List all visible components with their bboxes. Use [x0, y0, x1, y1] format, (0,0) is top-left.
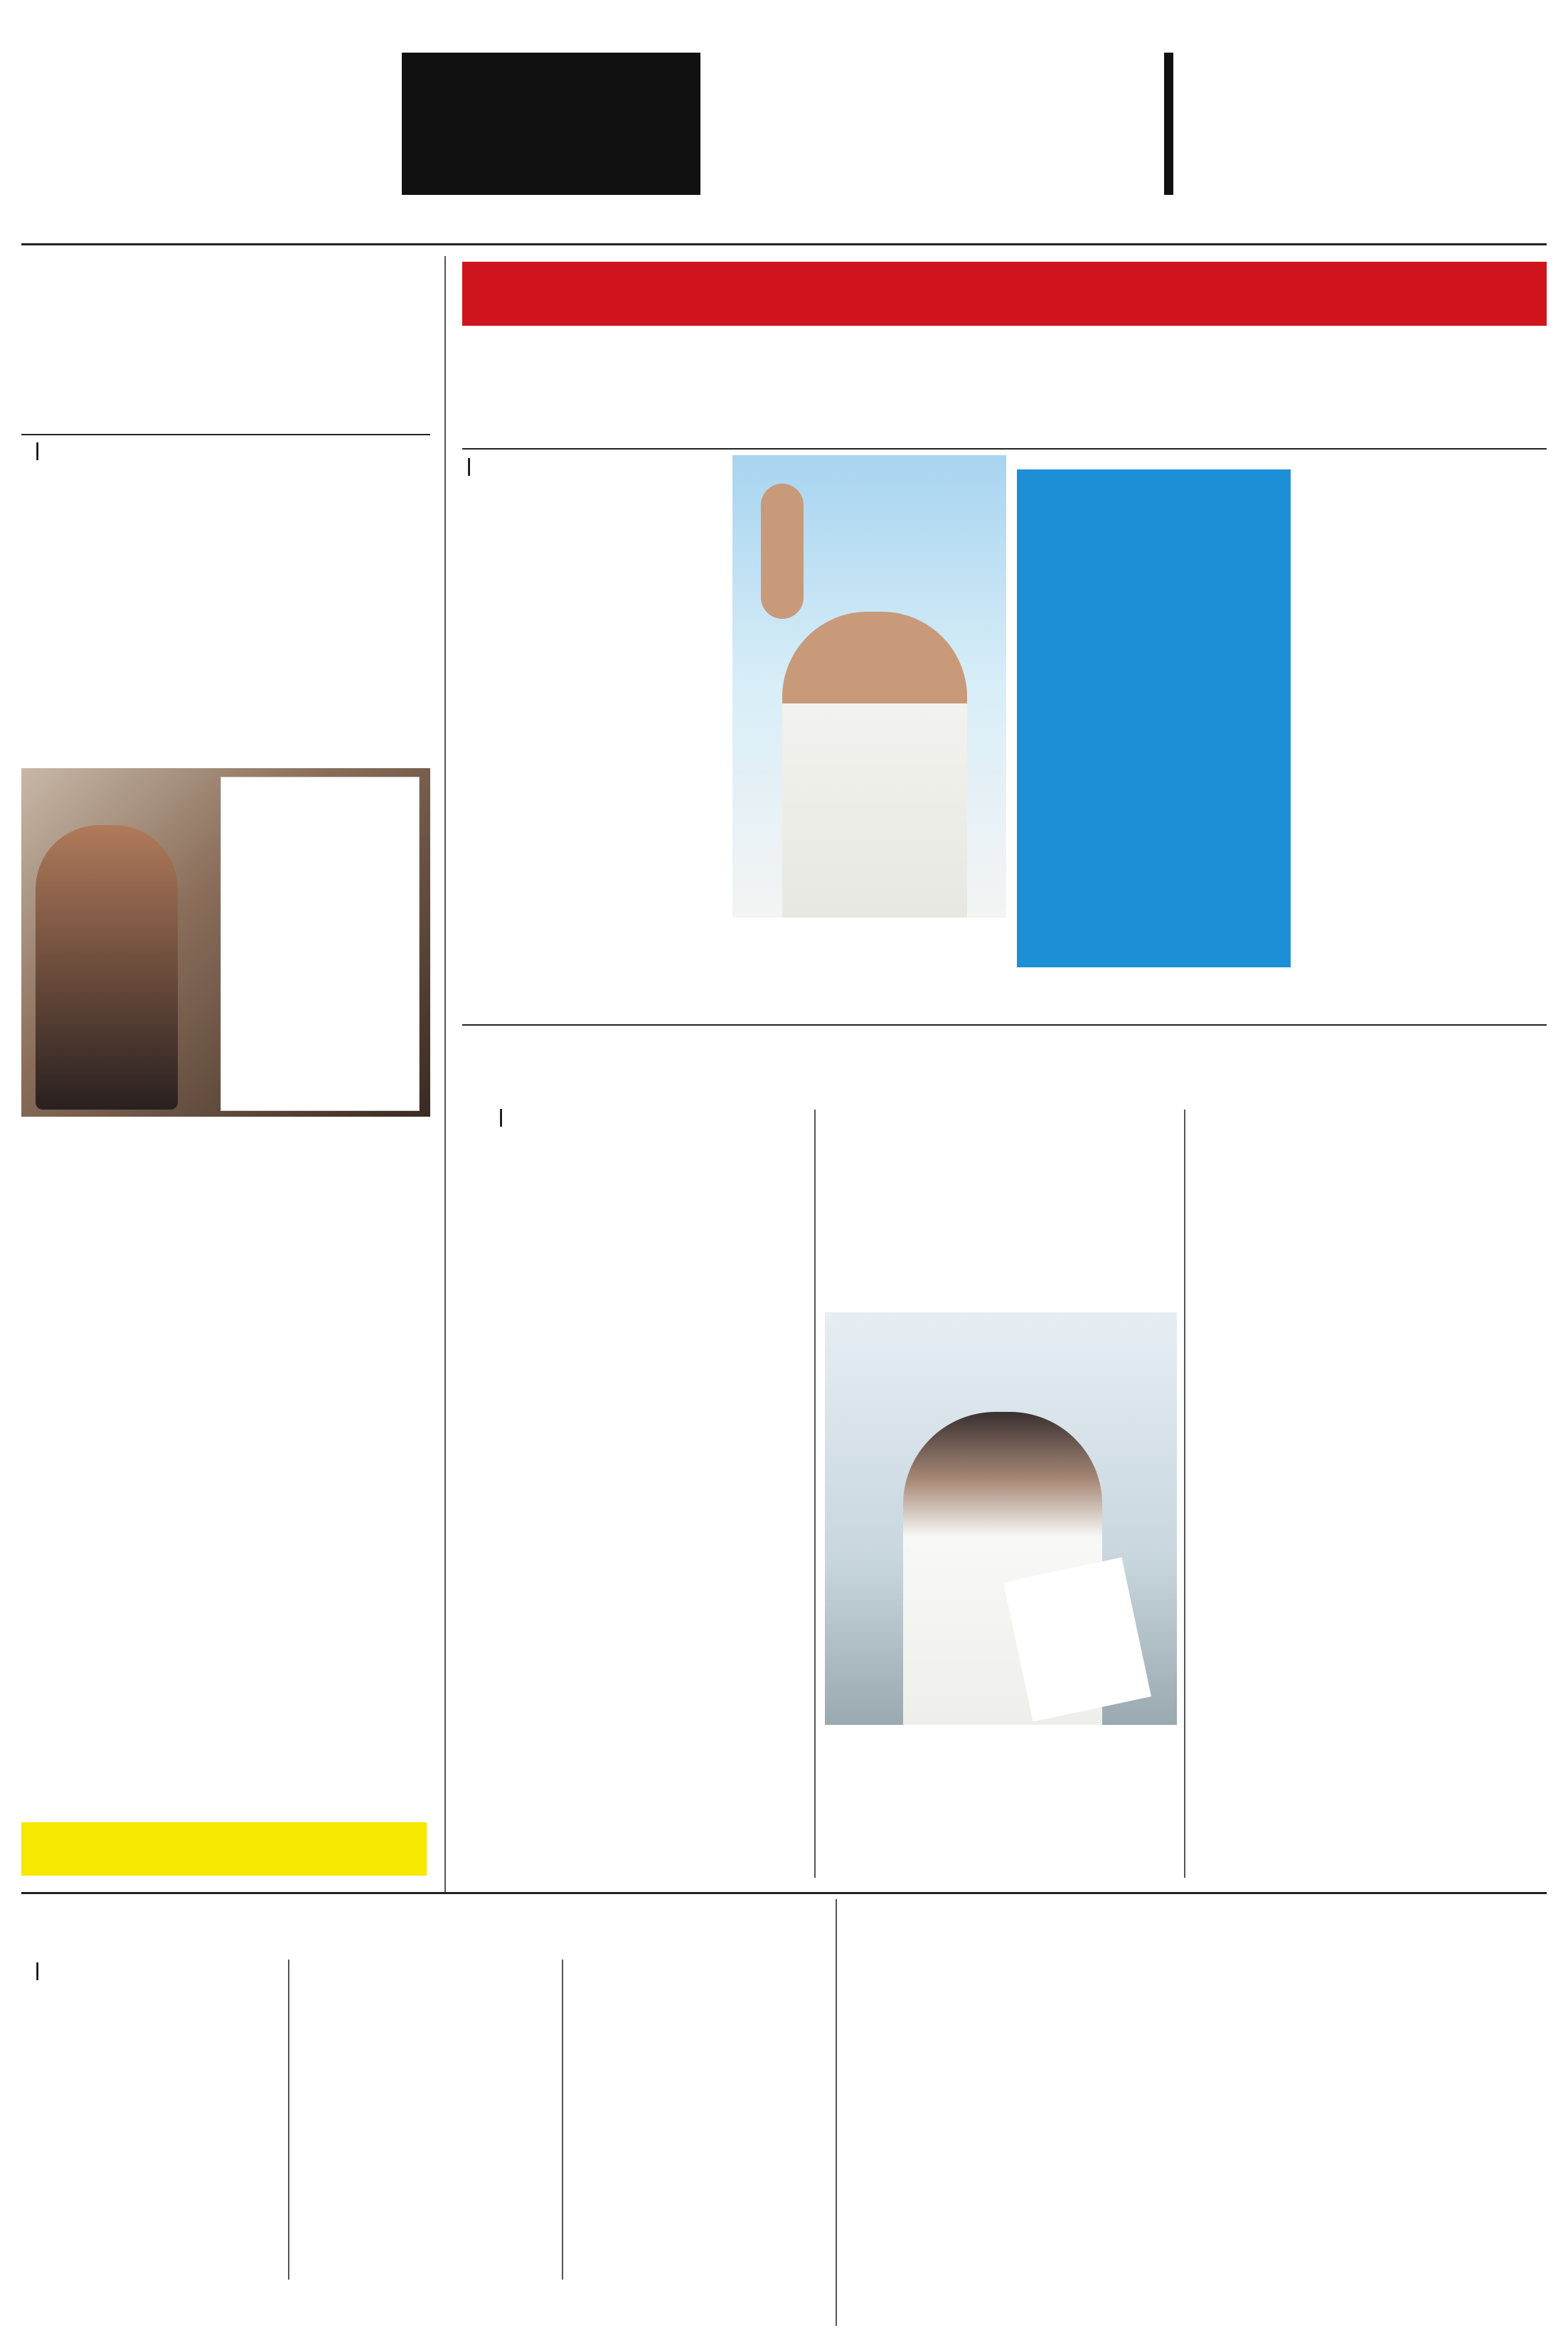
- left-bottom-col3-para2: [569, 2059, 825, 2283]
- left-para-2: [21, 569, 430, 782]
- tourism-col1-para3: [462, 1778, 804, 1881]
- left-para-1: [21, 468, 430, 568]
- lead-col2-bottom: [732, 925, 1006, 1038]
- tourism-col1-para2: [462, 1408, 804, 1778]
- tourism-col-divider-2: [1184, 1110, 1185, 1878]
- appointments-box: [1017, 469, 1291, 967]
- dev-photo: [21, 768, 430, 1117]
- left-bottom-col3-para1: [569, 1960, 825, 2059]
- abhishek-raised-hand: [761, 484, 804, 619]
- left-para-3: [21, 1124, 430, 1472]
- mamata-photo: [825, 1312, 1177, 1725]
- lead-col3-para1: [1301, 466, 1547, 644]
- left-headline-rule: [21, 434, 430, 435]
- tweet-card: [220, 777, 420, 1111]
- tourism-col3-para3: [1195, 1714, 1547, 1839]
- left-bottom-divider-2: [562, 1960, 563, 2280]
- left-column-divider: [444, 256, 446, 1892]
- lead-banner: [462, 262, 1547, 326]
- lead-col1-para2: [462, 761, 722, 960]
- left-bottom-divider-1: [288, 1960, 289, 2280]
- masthead-rule: [21, 243, 1547, 245]
- tourism-col-divider-1: [814, 1110, 816, 1878]
- lead-bottom-rule: [462, 1024, 1547, 1026]
- left-byline: |: [34, 440, 41, 460]
- left-para-4: [21, 1476, 430, 1803]
- tourism-col2: [825, 1106, 1173, 1312]
- farm-divider: [836, 1899, 837, 2326]
- lead-byline: |: [466, 455, 473, 476]
- lead-col1-para3: [462, 964, 722, 1042]
- tourism-col1-para1: [462, 1131, 804, 1408]
- lead-col1-para1: [462, 484, 722, 758]
- left-bottom-byline: |: [34, 1960, 41, 1980]
- promo-box[interactable]: [21, 1822, 427, 1876]
- lead-col3-para3: [1301, 896, 1547, 1038]
- abhishek-photo: [732, 455, 1006, 918]
- lead-col3-para2: [1301, 644, 1547, 896]
- tourism-byline: |: [498, 1106, 505, 1127]
- mid-page-rule: [21, 1892, 1547, 1894]
- lead-headline-rule: [462, 448, 1547, 450]
- tourism-col3-para1: [1195, 1106, 1547, 1334]
- left-bottom-col2: [295, 1960, 555, 2283]
- abhishek-figure: [782, 612, 967, 918]
- dev-figure: [36, 825, 178, 1110]
- left-bottom-col1: [21, 1984, 281, 2283]
- masthead-logo-white-panel: [700, 53, 1164, 195]
- tourism-col3-para2: [1195, 1334, 1547, 1707]
